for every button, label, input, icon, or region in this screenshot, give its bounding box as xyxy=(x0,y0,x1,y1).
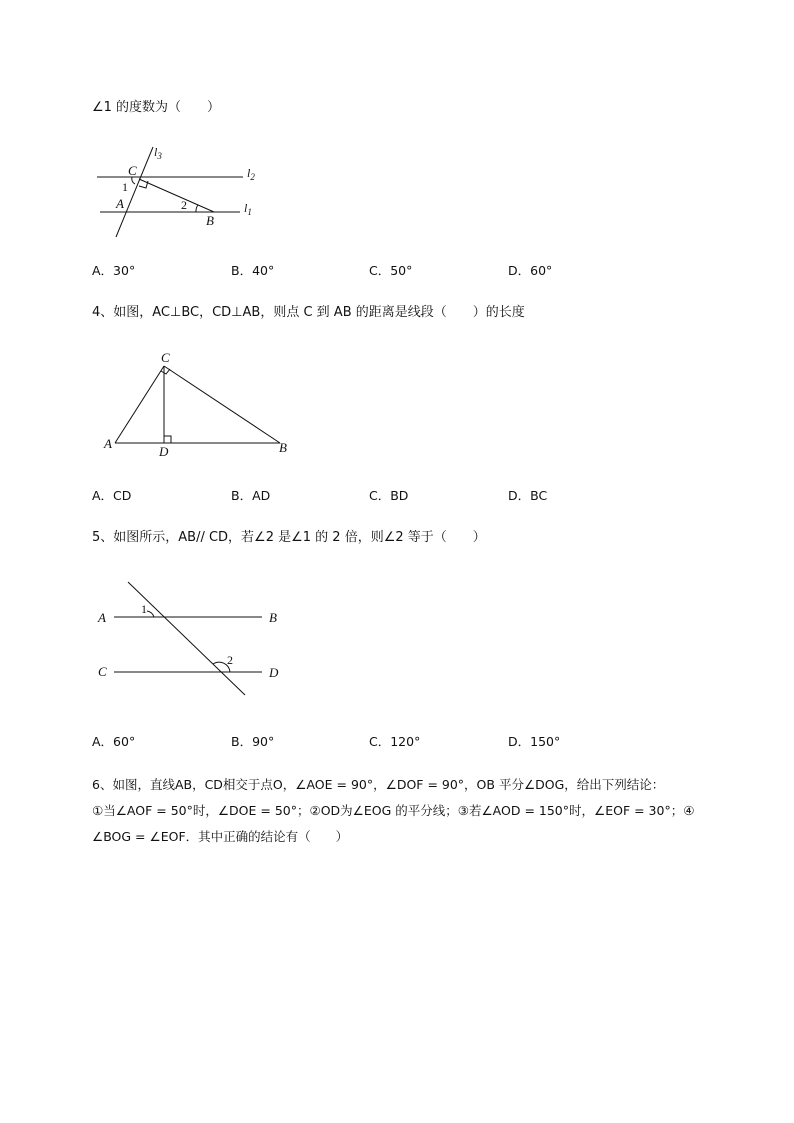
q4-option-c[interactable]: C．BD xyxy=(369,488,409,503)
angle-arc-2 xyxy=(213,662,230,672)
q3-diagram xyxy=(97,145,255,237)
right-angle-mark-D xyxy=(164,436,171,443)
angle-arc-2 xyxy=(196,205,198,212)
q4-option-a[interactable]: A．CD xyxy=(92,488,132,503)
label-l1: $l_1$ xyxy=(244,201,252,217)
label-D: D xyxy=(269,665,279,680)
q4-stem: 4、如图，AC⊥BC，CD⊥AB，则点 C 到 AB 的距离是线段（ ）的长度 xyxy=(92,305,525,320)
q4-option-d[interactable]: D．BC xyxy=(508,488,548,503)
q5-option-a[interactable]: A．60° xyxy=(92,734,136,749)
q5-option-d[interactable]: D．150° xyxy=(508,734,561,749)
segment-AC xyxy=(115,366,164,443)
label-B: B xyxy=(279,440,287,455)
q6-line-1: 6、如图，直线AB，CD相交于点O，∠AOE = 90°，∠DOF = 90°，OB 平分∠DOG，给出下列结论： xyxy=(92,777,665,792)
q6-line-2: ①当∠AOF = 50°时，∠DOE = 50°；②OD为∠EOG 的平分线；③若∠AOD = 150°时，∠EOF = 30°；④ xyxy=(92,803,695,818)
label-D: D xyxy=(159,444,169,459)
label-angle-2: 2 xyxy=(227,653,233,667)
label-A: A xyxy=(116,196,124,211)
transversal xyxy=(128,582,245,695)
label-C: C xyxy=(98,664,107,679)
line-l3 xyxy=(116,147,153,237)
label-C: C xyxy=(128,163,137,178)
segment-CB xyxy=(139,179,214,212)
q5-option-b[interactable]: B．90° xyxy=(231,734,275,749)
label-l2: $l_2$ xyxy=(247,166,255,182)
label-A: A xyxy=(104,436,112,451)
label-C: C xyxy=(161,350,170,365)
label-l3: $l_3$ xyxy=(154,145,162,161)
q4-option-b[interactable]: B．AD xyxy=(231,488,271,503)
angle-arc-1 xyxy=(132,177,135,184)
label-B: B xyxy=(269,610,277,625)
q6-line-3: ∠BOG = ∠EOF．其中正确的结论有（ ） xyxy=(92,829,349,844)
label-A: A xyxy=(98,610,106,625)
right-angle-mark-C xyxy=(161,369,170,374)
q3-option-d[interactable]: D．60° xyxy=(508,263,553,278)
q5-option-c[interactable]: C．120° xyxy=(369,734,421,749)
q3-option-c[interactable]: C．50° xyxy=(369,263,413,278)
segment-CB xyxy=(164,366,280,443)
q5-diagram xyxy=(97,582,279,695)
q3-option-a[interactable]: A．30° xyxy=(92,263,136,278)
q5-stem: 5、如图所示，AB// CD，若∠2 是∠1 的 2 倍，则∠2 等于（ ） xyxy=(92,530,486,545)
angle-arc-1 xyxy=(147,611,154,617)
right-angle-mark-C xyxy=(139,181,148,188)
label-angle-2: 2 xyxy=(181,198,187,212)
q3-stem: ∠1 的度数为（ ） xyxy=(92,100,221,115)
q3-option-b[interactable]: B．40° xyxy=(231,263,275,278)
q4-diagram xyxy=(103,350,287,459)
label-angle-1: 1 xyxy=(141,602,147,616)
label-angle-1: 1 xyxy=(122,180,128,194)
label-B: B xyxy=(206,213,214,228)
